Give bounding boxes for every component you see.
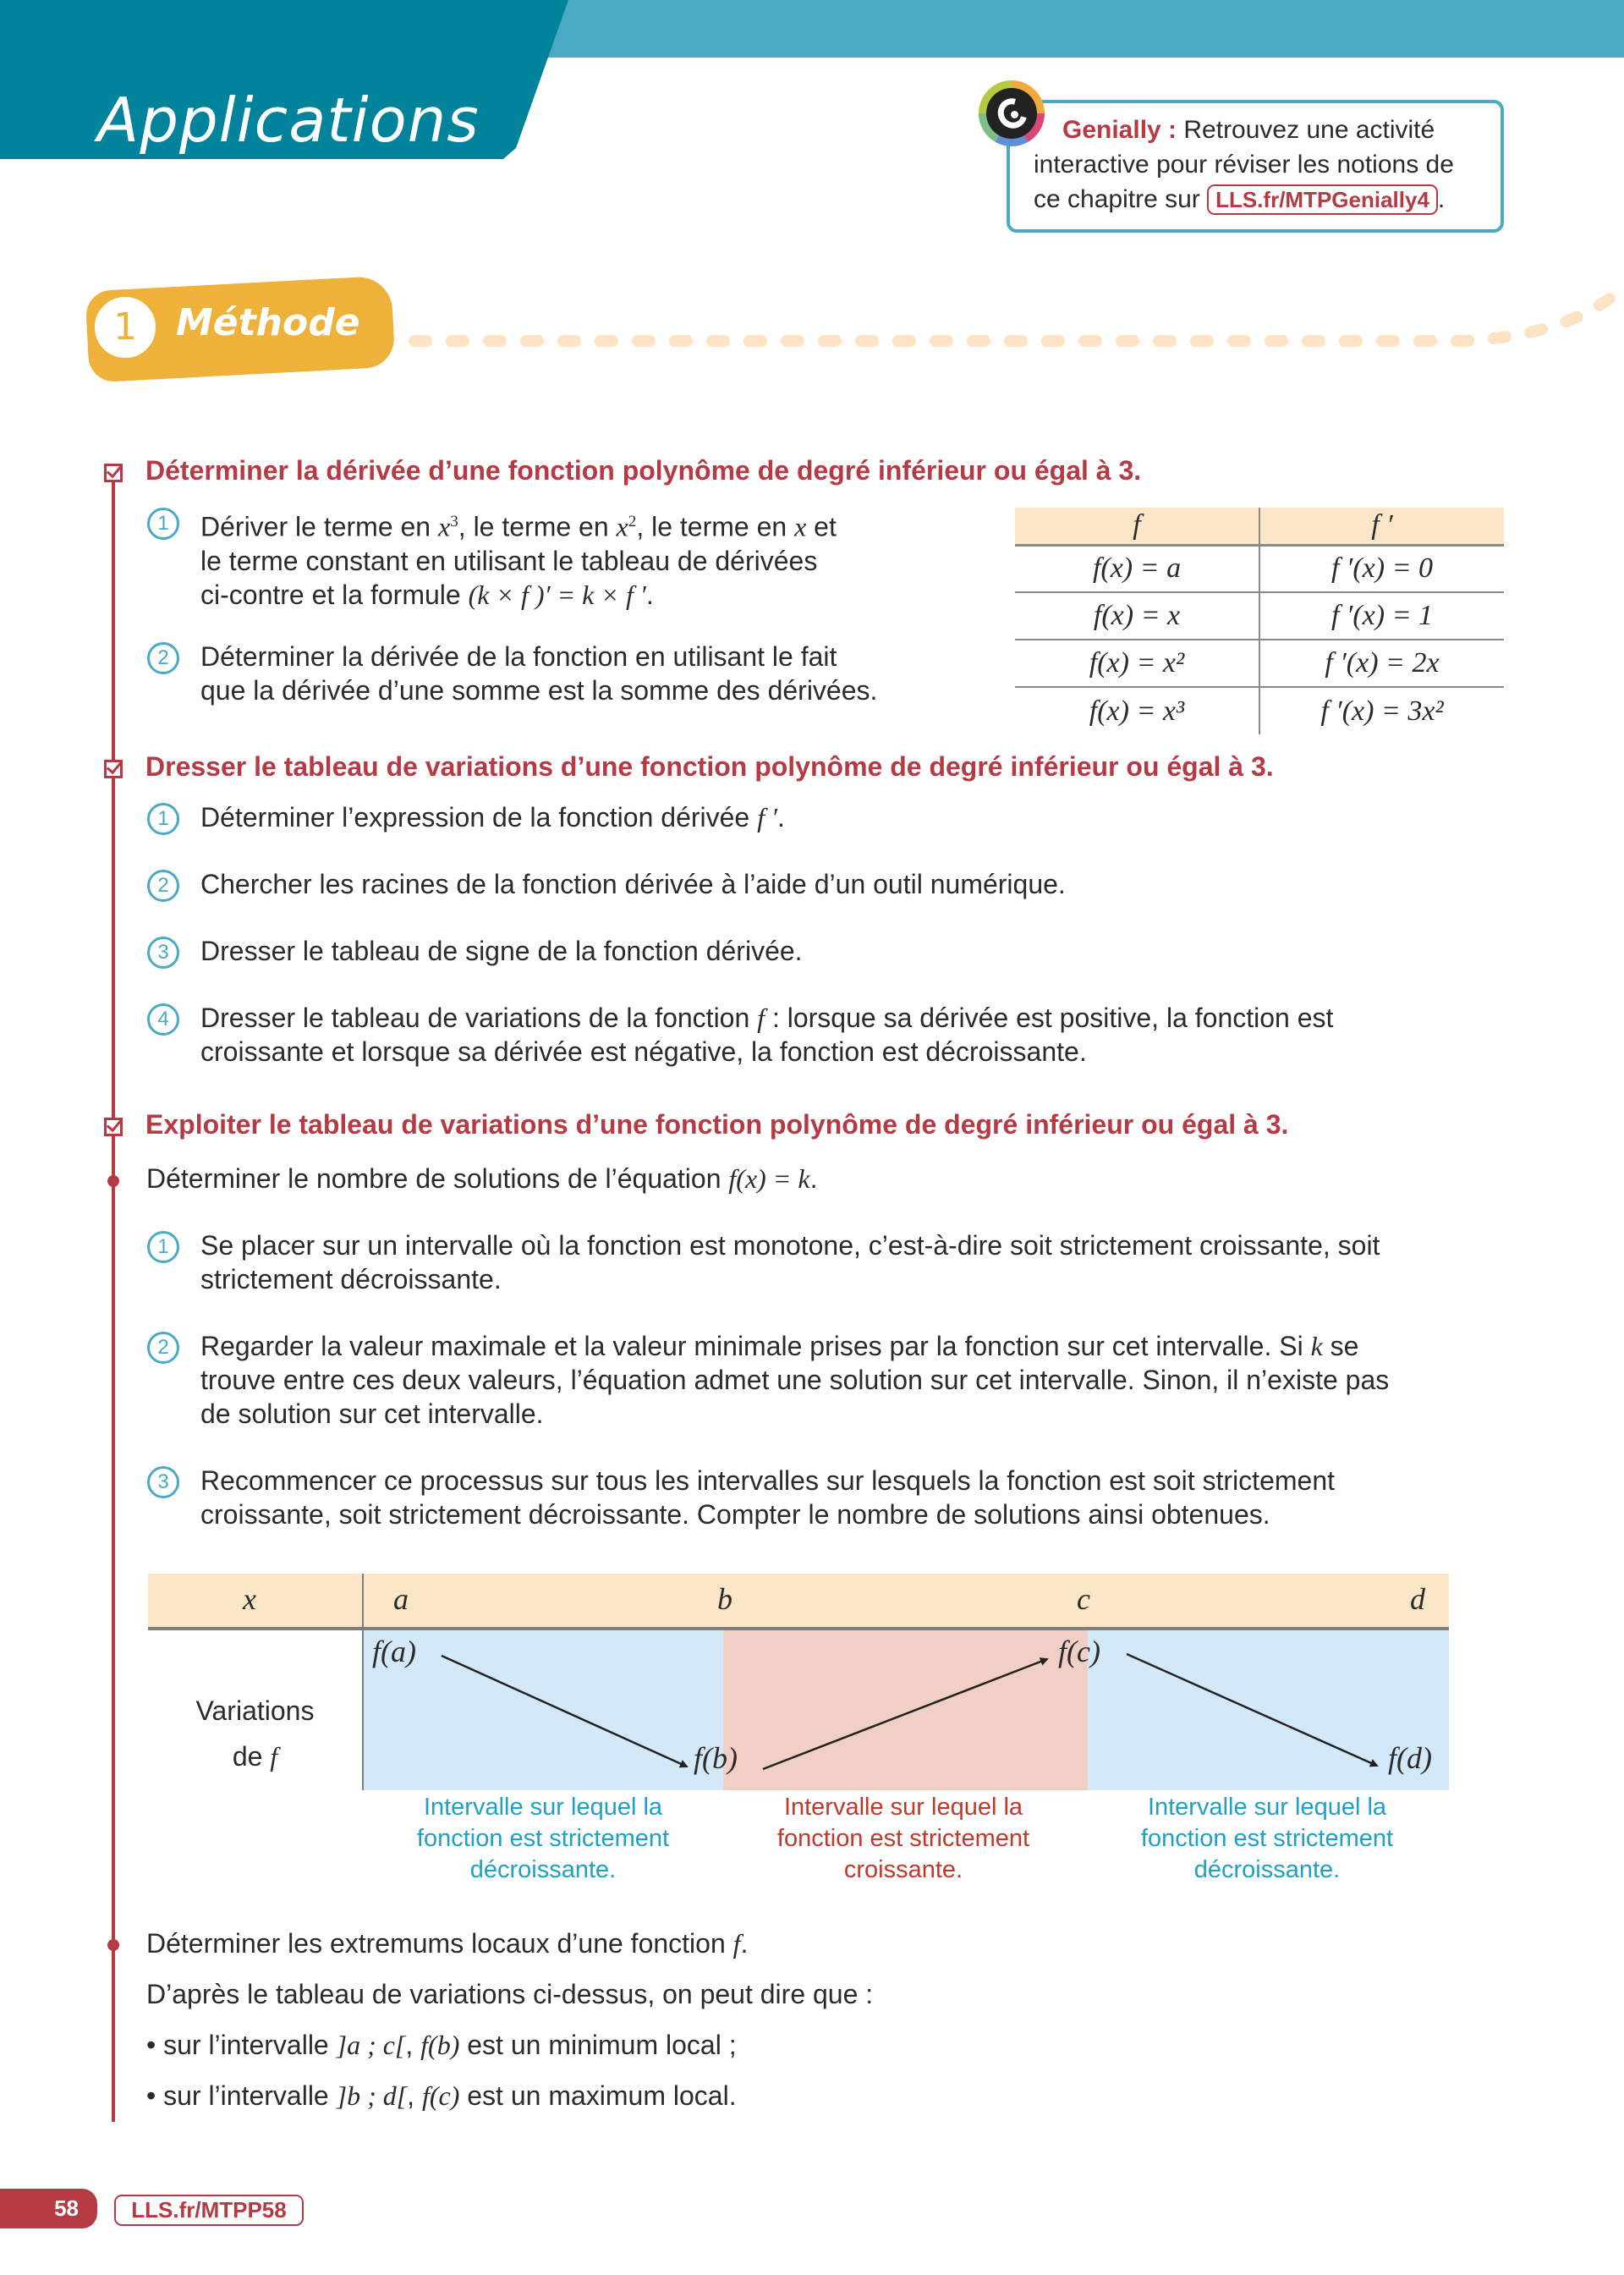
caption-increasing: Intervalle sur lequel la fonction est strictement croissante. <box>776 1794 1030 1883</box>
step-number: 2 <box>147 642 179 674</box>
step-text: Chercher les racines de la fonction dérivée à l’aide d’un outil numérique. <box>200 869 1066 899</box>
x-value-b: b <box>717 1582 732 1616</box>
footer-link[interactable]: LLS.fr/MTPP58 <box>114 2195 304 2226</box>
section-title-3: Exploiter le tableau de variations d’une fonction polynôme de degré inférieur ou égal à 3. <box>145 1109 1289 1140</box>
table-row: f(x) = x f ′(x) = 1 <box>1015 592 1504 640</box>
table-row: f(x) = x³ f ′(x) = 3x² <box>1015 687 1504 734</box>
step-number: 1 <box>147 1231 179 1263</box>
table-row: f(x) = a f ′(x) = 0 <box>1015 545 1504 592</box>
table-row: f(x) = x² f ′(x) = 2x <box>1015 640 1504 687</box>
x-label: x <box>243 1582 256 1616</box>
variations-row-label: Variations de f <box>195 1695 315 1772</box>
x-value-c: c <box>1077 1582 1090 1616</box>
step-text: Dériver le terme en $x^3$, le terme en $x^2$, le terme en x et le terme constant en utilisant le tableau de dérivées ci-contre et la formule (k × f )′ = k × f ′. <box>200 511 837 610</box>
step-number: 1 <box>147 803 179 835</box>
step-text: Regarder la valeur maximale et la valeur minimale prises par la fonction sur cet intervalle. Si k se trouve entre ces deux valeurs, l’équation admet une solution sur cet intervalle. Sinon, il n’existe pas de solution sur cet intervalle. <box>200 1331 1390 1429</box>
step-text: Dresser le tableau de signe de la fonction dérivée. <box>200 936 803 966</box>
bullet-text: Déterminer le nombre de solutions de l’équation f(x) = k. <box>146 1163 818 1194</box>
method-number: 1 <box>95 297 156 358</box>
conclusion-item: • sur l’intervalle ]b ; d[, f(c) est un maximum local. <box>146 2080 737 2111</box>
conclusion-intro: D’après le tableau de variations ci-dessus, on peut dire que : <box>146 1979 874 2009</box>
step-number: 3 <box>147 937 179 969</box>
caption-decreasing-1: Intervalle sur lequel la fonction est strictement décroissante. <box>416 1794 670 1883</box>
page-title: Applications <box>97 85 480 156</box>
x-value-d: d <box>1410 1582 1425 1616</box>
value-fb: f(b) <box>694 1741 738 1775</box>
page-number: 58 <box>0 2189 97 2228</box>
step-number: 1 <box>147 508 179 540</box>
bullet-dot <box>107 1939 119 1951</box>
genially-lead: Genially : <box>1062 116 1177 144</box>
x-value-a: a <box>393 1582 409 1616</box>
section-title-1: Déterminer la dérivée d’une fonction polynôme de degré inférieur ou égal à 3. <box>145 455 1142 486</box>
value-fc: f(c) <box>1058 1635 1100 1668</box>
section-title-2: Dresser le tableau de variations d’une fonction polynôme de degré inférieur ou égal à 3. <box>145 751 1274 782</box>
step-text: Déterminer la dérivée de la fonction en utilisant le fait que la dérivée d’une somme est la somme des dérivées. <box>200 641 878 706</box>
step-number: 3 <box>147 1466 179 1498</box>
step-text: Se placer sur un intervalle où la fonction est monotone, c’est-à-dire soit strictement croissante, soit strictement décroissante. <box>200 1230 1380 1294</box>
method-label: Méthode <box>176 301 360 344</box>
derivatives-table: f f ′ f(x) = a f ′(x) = 0 f(x) = x f ′(x) = 1 f(x) = x² f ′(x) = 2x f(x) = x³ f ′(x) = 3x² <box>1015 508 1504 734</box>
step-text: Dresser le tableau de variations de la fonction f : lorsque sa dérivée est positive, la fonction est croissante et lorsque sa dérivée est négative, la fonction est décroissante. <box>200 1003 1334 1067</box>
genially-link[interactable]: LLS.fr/MTPGenially4 <box>1207 184 1438 215</box>
step-text: Déterminer l’expression de la fonction dérivée f ′. <box>200 802 785 833</box>
caption-decreasing-2: Intervalle sur lequel la fonction est strictement décroissante. <box>1140 1794 1394 1883</box>
step-text: Recommencer ce processus sur tous les intervalles sur lesquels la fonction est soit strictement croissante, soit strictement décroissante. Compter le nombre de solutions ainsi obtenues. <box>200 1465 1335 1530</box>
step-number: 4 <box>147 1003 179 1036</box>
step-number: 2 <box>147 1332 179 1364</box>
value-fa: f(a) <box>372 1635 416 1668</box>
value-fd: f(d) <box>1388 1741 1432 1775</box>
genially-text: Genially : Retrouvez une activité interactive pour réviser les notions de ce chapitre sur LLS.fr/MTPGenially4 . <box>1034 116 1454 213</box>
step-number: 2 <box>147 870 179 902</box>
conclusion-item: • sur l’intervalle ]a ; c[, f(b) est un minimum local ; <box>146 2030 737 2060</box>
bullet-text: Déterminer les extremums locaux d’une fonction f. <box>146 1928 749 1959</box>
